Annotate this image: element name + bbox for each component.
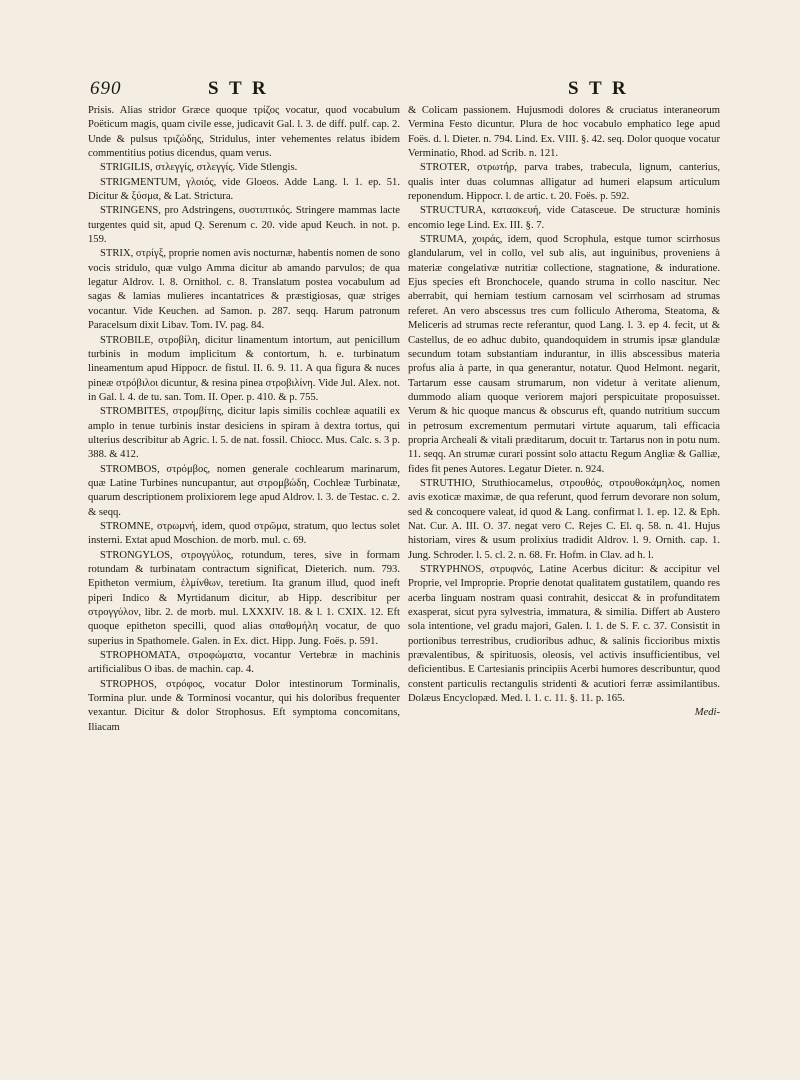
dictionary-entry: STROPHOS, στρόφος, vocatur Dolor intestinorum Torminalis, Tormina plur. unde & Torminosi vocantur, qui his doloribus frequenter vexantur. Dicitur & dolor Strophosus. Eft symptoma concomitans, Iliacam [88, 678, 400, 733]
dictionary-entry: STRUCTURA, κατασκευή, vide Catasceue. De structuræ hominis encomio lege Lind. Ex. III. §. 7. [408, 205, 720, 231]
dictionary-entry: STROPHOMATA, στροφώματα, vocantur Vertebræ in machinis artificialibus O ibas. de machin. cap. 4. [88, 650, 400, 676]
dictionary-entry: STROMBOS, στρόμβος, nomen generale cochlearum marinarum, quæ Latine Turbines nuncupantur, aut στρομβώδη, Cochleæ Turbinatæ, quarum descriptionem prolixiorem lege apud Aldrov. l. 3. de Testac. c. 2. & seqq. [88, 463, 400, 518]
page-number: 690 [90, 78, 122, 99]
catchword: Medi- [694, 707, 720, 719]
dictionary-entry: STRONGYLOS, στρογγύλος, rotundum, teres, sive in formam rotundam & turbinatam contractum significat, Dieterich. num. 793. Epitheton vermium, ἑλμίνθων, teretium. Ita granum illud, quod ineft piperi Indico & Myrtidanum dicitur, ab Hipp. describitur per στρογγύλον, libr. 2. de morb. mul. LXXXIV. 18. & l. 1. CXIX. 12. Eft quoque epitheton specilli, quod alias σπαθομήλη vocatur, de quo superius in Spathomele. Galen. in Ex. dict. Hipp. Jung. Foës. p. 591. [88, 549, 400, 647]
left-column [88, 104, 400, 735]
running-head-right: S T R [568, 78, 629, 99]
dictionary-entry: STROMBITES, στρομβίτης, dicitur lapis similis cochleæ aquatili ex amplo in tenue turbinis instar desiciens in spiram à dextra tortus, qui ulterius describitur ab Agric. l. 5. de nat. fossil. Chiocc. Mus. Calc. s. 3 p. 388. & 412. [88, 406, 400, 461]
running-head-left: S T R [208, 78, 269, 99]
dictionary-entry: STRUTHIO, Struthiocamelus, στρουθός, στρουθοκάμηλος, nomen avis exoticæ maximæ, de qua referunt, quod ferrum devorare non solum, sed & concoquere valeat, id quod & Lang. confirmat l. 1. ep. 12. & Eph. Nat. Cur. A. III. O. 37. negat vero C. Rejes C. El. q. 58. n. 41. Hujus historiam, vires & usum prolixius tradidit Aldrov. l. 9. Ornith. cap. 1. Jung. Schroder. l. 5. cl. 2. n. 68. Fr. Hofm. in Clav. ad h. l. [408, 477, 720, 561]
dictionary-entry: STROBILE, στροβίλη, dicitur linamentum intortum, aut penicillum turbinis in modum implicitum & contortum, h. e. turbinatum lineamentum apud Hippocr. de fistul. II. 6. 9. 11. A qua figura & nuces pineæ στρόβιλοι dicuntur, & resina pinea στροβιλίνη. Vide Jul. Alex. not. in Gal. l. 4. de tu. san. Tom. II. Oper. p. 410. & p. 755. [88, 334, 400, 403]
dictionary-entry: Prisis. Alias stridor Græce quoque τρίζος vocatur, quod vocabulum Poëticum magis, quam civile esse, judicavit Gal. l. 3. de diff. pulf. cap. 2. Unde & pulsus τριζώδης, Stridulus, inter vehementes relatus ibidem commentitius potius dicendus, quam verus. [88, 105, 400, 160]
dictionary-entry: & Colicam passionem. Hujusmodi dolores & cruciatus interaneorum Vermina Festo dicuntur. Plura de hoc vocabulo emphatico lege apud Foës. d. l. Dieter. n. 794. Lind. Ex. VIII. §. 42. seq. Dolor quoque vocatur Verminatio, Rhod. ad Scrib. n. 121. [408, 105, 720, 160]
dictionary-entry: STRIGMENTUM, γλοιός, vide Gloeos. Adde Lang. l. 1. ep. 51. Dicitur & ξύσμα, & Lat. Strictura. [88, 176, 400, 203]
dictionary-entry: STROMNE, στρωμνή, idem, quod στρῶμα, stratum, quo lectus solet insterni. Extat apud Moschion. de morb. mul. c. 69. [88, 520, 400, 547]
dictionary-entry: STRYPHNOS, στρυφνός, Latine Acerbus dicitur: & accipitur vel Proprie, vel Improprie. Proprie denotat qualitatem gustatilem, quando res acerba linguam nostram quasi contrahit, desiccat & in profunditatem exasperat, sicut pyra sylvestria, immatura, & similia. Differt ab Austero sola intentione, vel gradu majori, Galen. l. 1. de S. F. c. 37. Consistit in portionibus terrestribus, crudioribus adhuc, & salinis ficcioribus mixtis prævalentibus, & spirituosis, oleosis, vel activis insufficientibus, vel deficientibus. E Cartesianis principiis Acerbi humores describuntur, quod constent particulis rectangulis stridenti & acutiori ferræ assimilantibus. Dolæus Encyclopæd. Med. l. 1. c. 11. §. 11. p. 165. [408, 564, 720, 705]
right-column [408, 104, 720, 721]
dictionary-entry: STRIX, στρίγξ, proprie nomen avis nocturnæ, habentis nomen de sono vocis stridulo, quæ vulgo Amma dicitur ab amando parvulos; de qua legatur Aldrov. l. 8. Ornithol. c. 8. Translatum postea vocabulum ad sagas & lamias mulieres incantatrices & præstigiosas, quæ striges vocantur. Vide Keuchen. ad Samon. p. 287. seqq. Harum patronum Paracelsum dixit Libav. Tom. IV. pag. 84. [88, 248, 400, 332]
dictionary-entry: STROTER, στρωτήρ, parva trabes, trabecula, lignum, canterius, qualis inter duas columnas alligatur ad humeri elapsum articulum reponendum. Hippocr. l. de artic. t. 20. Foës. p. 592. [408, 162, 720, 203]
dictionary-entry: STRINGENS, pro Adstringens, συστιπτικός. Stringere mammas lacte turgentes quid sit, apud Q. Serenum c. 20. vide apud Keuch. in not. p. 159. [88, 205, 400, 246]
dictionary-entry: STRUMA, χοιράς, idem, quod Scrophula, estque tumor scirrhosus glandularum, vel in collo, vel sub alis, aut inguinibus, proveniens à materiæ congelativæ nutritiæ collectione, stagnatione, & induratione. Ejus species eft Bronchocele, quando struma in collo nascitur. Nec aberrabit, qui herniam testium carnosam vel scirrhosam ad strumas referet. An vero abscessus tres cum folliculo Atheroma, Steatoma, & Meliceris ad strumas recte referantur, quod Lang. l. 3. ep 4. fecit, ut & Castellus, de eo adhuc dubito, quandoquidem in strumis ipsæ glandulæ secundum totam substantiam indurantur, in illis abscessibus materia profus alia à parte, in qua generantur, notatur. Quod Helmont. negarit, Tartarum esse causam strumarum, non videtur à veritate alienum, dummodo aliam quoque veriorem majori perspicuitate proposuisset. Verum & hic quoque mancus & obscurus eft, quando nutritium succum in petrosum excrementum permutari virtute aquarum, tali efficacia propria Archeali & vitali præditarum, docuit tr. Tartarus non in potu num. 11. seqq. An strumæ curari possint solo attactu Regum Angliæ & Galliæ, fides fit penes Autores. Legatur Dieter. n. 924. [408, 234, 720, 475]
dictionary-entry: STRIGILIS, στλεγγίς, στλεγγίς. Vide Stlengis. [100, 162, 298, 174]
